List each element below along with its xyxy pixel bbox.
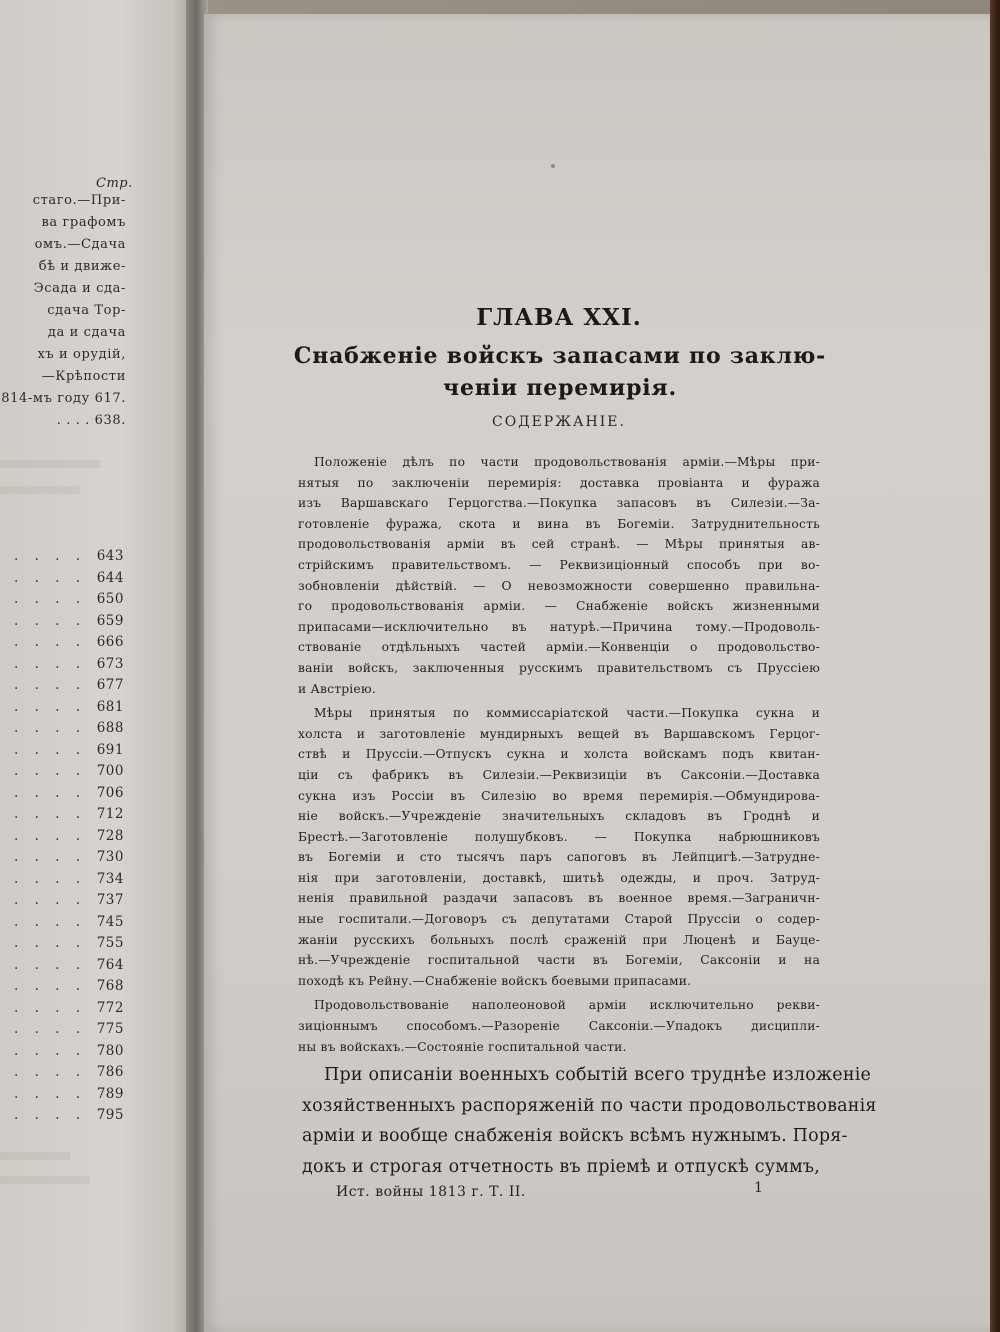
footer-signature: Ист. войны 1813 г. Т. II. xyxy=(336,1184,526,1200)
toc-page-number: 677 xyxy=(96,677,124,693)
toc-row xyxy=(0,589,124,611)
summary-line: Брестѣ.—Заготовленіе полушубковъ. — Покупка набрюшниковъ xyxy=(298,829,820,844)
toc-page-number: 795 xyxy=(96,1107,124,1123)
toc-page-number: 644 xyxy=(96,569,124,586)
toc-dots: . . . . xyxy=(14,741,87,758)
toc-row xyxy=(0,804,124,826)
summary-line: готовленіе фуража, скота и вина въ Богеміи. Затруднительность xyxy=(298,516,820,531)
toc-dots: . . . . xyxy=(14,1064,87,1080)
toc-row xyxy=(0,654,124,676)
body-text xyxy=(302,1060,877,1182)
summary-paragraph xyxy=(298,452,820,699)
bleed-through xyxy=(0,1152,70,1160)
toc-row xyxy=(0,761,124,783)
toc-page-number: 712 xyxy=(96,806,124,822)
toc-page-number: 786 xyxy=(96,1064,124,1080)
summary-line: жаніи русскихъ больныхъ послѣ сраженій при Люценѣ и Бауце- xyxy=(298,932,820,947)
left-text-line: бѣ и движе- xyxy=(38,259,126,274)
bleed-through xyxy=(0,460,100,468)
toc-dots: . . . . xyxy=(14,677,87,693)
toc-page-number: 772 xyxy=(96,999,124,1016)
summary-line: ствованіе отдѣльныхъ частей арміи.—Конвенціи о продовольство- xyxy=(298,640,820,655)
toc-dots: . . . . xyxy=(14,591,87,607)
toc-page-number: 730 xyxy=(96,849,124,865)
toc-dots: . . . . xyxy=(14,870,87,887)
toc-row xyxy=(0,632,124,654)
chapter-subtitle xyxy=(290,340,830,404)
toc-row xyxy=(0,568,124,590)
left-text-line: —Крѣпости xyxy=(41,369,126,384)
left-text-line: омъ.—Сдача xyxy=(34,237,126,252)
summary-line: ны въ войскахъ.—Состояніе госпитальной части. xyxy=(298,1039,627,1054)
left-text-line: 814-мъ году 617. xyxy=(1,391,126,406)
toc-dots: . . . . xyxy=(14,913,87,930)
paper-spot xyxy=(551,164,555,168)
chapter-title: ГЛАВА XXI. xyxy=(476,304,642,331)
summary-line: Продовольствованіе наполеоновой арміи исключительно рекви- xyxy=(314,998,820,1013)
bleed-through xyxy=(0,1176,90,1184)
left-text-line: . . . . 638. xyxy=(56,413,126,428)
toc-page-number: 666 xyxy=(96,634,124,650)
body-line: арміи и вообще снабженія войскъ всѣмъ нужнымъ. Поря- xyxy=(302,1126,848,1146)
book-cover-edge xyxy=(990,0,1000,1332)
toc-row xyxy=(0,1019,124,1041)
toc-dots: . . . . xyxy=(14,827,87,844)
toc-dots: . . . . xyxy=(14,999,87,1016)
bleed-through xyxy=(0,486,80,494)
summary-line: сукна изъ Россіи въ Силезію во время перемирія.—Обмундирова- xyxy=(298,788,820,803)
summary-line: ніе войскъ.—Учрежденіе значительныхъ складовъ въ Гроднѣ и xyxy=(298,809,820,824)
toc-page-number: 745 xyxy=(96,913,124,930)
summary-line: продовольствованія арміи въ сей странѣ. — Мѣры принятыя ав- xyxy=(298,537,820,552)
toc-page-number: 734 xyxy=(96,870,124,887)
summary-line: Положеніе дѣлъ по части продовольствованія арміи.—Мѣры при- xyxy=(314,455,820,469)
summary-line: въ Богеміи и сто тысячъ паръ сапоговъ въ Лейпцигѣ.—Затрудне- xyxy=(298,850,820,865)
toc-dots: . . . . xyxy=(14,935,87,951)
summary-paragraph xyxy=(298,995,820,1057)
toc-row xyxy=(0,783,124,805)
body-line: При описаніи военныхъ событій всего труднѣе изложеніе xyxy=(324,1065,872,1085)
summary-line: изъ Варшавскаго Герцогства.—Покупка запасовъ въ Силезіи.—За- xyxy=(298,496,820,511)
toc-dots: . . . . xyxy=(14,1042,87,1059)
toc-row xyxy=(0,976,124,998)
toc-dots: . . . . xyxy=(14,784,87,801)
summary-line: стрійскимъ правительствомъ. — Реквизиціонный способъ при во- xyxy=(298,557,820,572)
summary-line: ненія правильной раздачи запасовъ въ военное время.—Заграничн- xyxy=(298,891,820,906)
toc-page-number: 681 xyxy=(96,698,124,715)
toc-page-number: 789 xyxy=(96,1085,124,1102)
toc-dots: . . . . xyxy=(14,1107,87,1123)
toc-row xyxy=(0,697,124,719)
toc-dots: . . . . xyxy=(14,612,87,629)
left-page xyxy=(0,0,196,1332)
toc-dots: . . . . xyxy=(14,698,87,715)
chapter-summary xyxy=(298,452,820,1061)
left-text-line: хъ и орудій, xyxy=(37,347,126,362)
toc-row xyxy=(0,1084,124,1106)
toc-page-number: 706 xyxy=(96,784,124,801)
body-line: докъ и строгая отчетность въ пріемѣ и отпускѣ суммъ, xyxy=(302,1156,820,1177)
toc-row xyxy=(0,1041,124,1063)
left-text-line: да и сдача xyxy=(47,325,126,340)
toc-row xyxy=(0,1062,124,1084)
contents-heading: СОДЕРЖАНІЕ. xyxy=(492,414,626,430)
toc-page-number: 775 xyxy=(96,1021,124,1037)
toc-dots: . . . . xyxy=(14,978,87,994)
summary-line: ціи съ фабрикъ въ Силезіи.—Реквизиціи въ Саксоніи.—Доставка xyxy=(298,767,820,782)
toc-row xyxy=(0,611,124,633)
toc-row xyxy=(0,718,124,740)
summary-line: нія при заготовленіи, доставкѣ, шитьѣ одежды, и проч. Затруд- xyxy=(298,870,820,885)
summary-line: зиціоннымъ способомъ.—Разореніе Саксоніи.—Упадокъ дисципли- xyxy=(298,1019,820,1034)
page-number: 1 xyxy=(754,1180,763,1196)
summary-line: припасами—исключительно въ натурѣ.—Причина тому.—Продоволь- xyxy=(298,619,820,634)
toc-page-number: 755 xyxy=(96,935,124,951)
summary-line: нятыя по заключеніи перемирія: доставка провіанта и фуража xyxy=(298,475,820,490)
summary-line: нѣ.—Учрежденіе госпитальной части въ Богеміи, Саксоніи и на xyxy=(298,953,820,968)
toc-page-number: 688 xyxy=(96,720,124,736)
summary-paragraph xyxy=(298,703,820,991)
toc-row xyxy=(0,998,124,1020)
toc-page-number: 691 xyxy=(96,741,124,758)
toc-page-number: 737 xyxy=(96,892,124,908)
toc-page-number: 659 xyxy=(96,612,124,629)
left-page-text xyxy=(1,190,126,432)
toc-row xyxy=(0,826,124,848)
left-page-toc xyxy=(0,546,124,1127)
summary-line: го продовольствованія арміи. — Снабженіе войскъ жизненными xyxy=(298,599,820,614)
left-text-line: стаго.—При- xyxy=(32,193,126,208)
summary-line: зобновленіи дѣйствій. — О невозможности совершенно правильна- xyxy=(298,578,820,593)
summary-line: ствѣ и Пруссіи.—Отпускъ сукна и холста войскамъ подъ квитан- xyxy=(298,747,820,762)
toc-page-number: 780 xyxy=(96,1042,124,1059)
left-text-line: ва графомъ xyxy=(41,215,126,230)
toc-dots: . . . . xyxy=(14,849,87,865)
toc-dots: . . . . xyxy=(14,763,87,779)
toc-row xyxy=(0,847,124,869)
toc-row xyxy=(0,912,124,934)
left-text-line: сдача Тор- xyxy=(47,303,126,318)
toc-dots: . . . . xyxy=(14,548,87,564)
toc-page-number: 728 xyxy=(96,827,124,844)
toc-row xyxy=(0,675,124,697)
toc-page-number: 700 xyxy=(96,763,124,779)
summary-line: походѣ къ Рейну.—Снабженіе войскъ боевыми припасами. xyxy=(298,973,692,988)
toc-dots: . . . . xyxy=(14,806,87,822)
summary-line: Мѣры принятыя по коммиссаріатской части.—Покупка сукна и xyxy=(314,706,820,721)
toc-page-number: 643 xyxy=(96,548,124,564)
summary-line: ваніи войскъ, заключенныя русскимъ правительствомъ съ Пруссіею xyxy=(298,660,820,675)
toc-row xyxy=(0,955,124,977)
left-page-header: Стр. xyxy=(96,176,133,191)
summary-line: ные госпитали.—Договоръ съ депутатами Старой Пруссіи о содер- xyxy=(298,912,820,927)
toc-dots: . . . . xyxy=(14,892,87,908)
toc-row xyxy=(0,1105,124,1127)
toc-dots: . . . . xyxy=(14,720,87,736)
summary-line: и Австріею. xyxy=(298,681,376,696)
toc-dots: . . . . xyxy=(14,655,87,672)
toc-page-number: 650 xyxy=(96,591,124,607)
toc-dots: . . . . xyxy=(14,956,87,973)
summary-line: холста и заготовленіе мундирныхъ вещей въ Варшавскомъ Герцог- xyxy=(298,726,820,741)
left-text-line: Эсада и сда- xyxy=(33,281,126,296)
subtitle-line: ченіи перемирія. xyxy=(443,375,677,401)
subtitle-line: Снабженіе войскъ запасами по заклю- xyxy=(293,343,827,369)
toc-dots: . . . . xyxy=(14,1021,87,1037)
toc-page-number: 764 xyxy=(96,956,124,973)
toc-row xyxy=(0,933,124,955)
toc-row xyxy=(0,890,124,912)
toc-dots: . . . . xyxy=(14,1085,87,1102)
toc-dots: . . . . xyxy=(14,634,87,650)
toc-page-number: 768 xyxy=(96,978,124,994)
body-line: хозяйственныхъ распоряженій по части продовольствованія xyxy=(302,1095,877,1116)
toc-row xyxy=(0,546,124,568)
toc-row xyxy=(0,869,124,891)
toc-page-number: 673 xyxy=(96,655,124,672)
toc-row xyxy=(0,740,124,762)
toc-dots: . . . . xyxy=(14,569,87,586)
